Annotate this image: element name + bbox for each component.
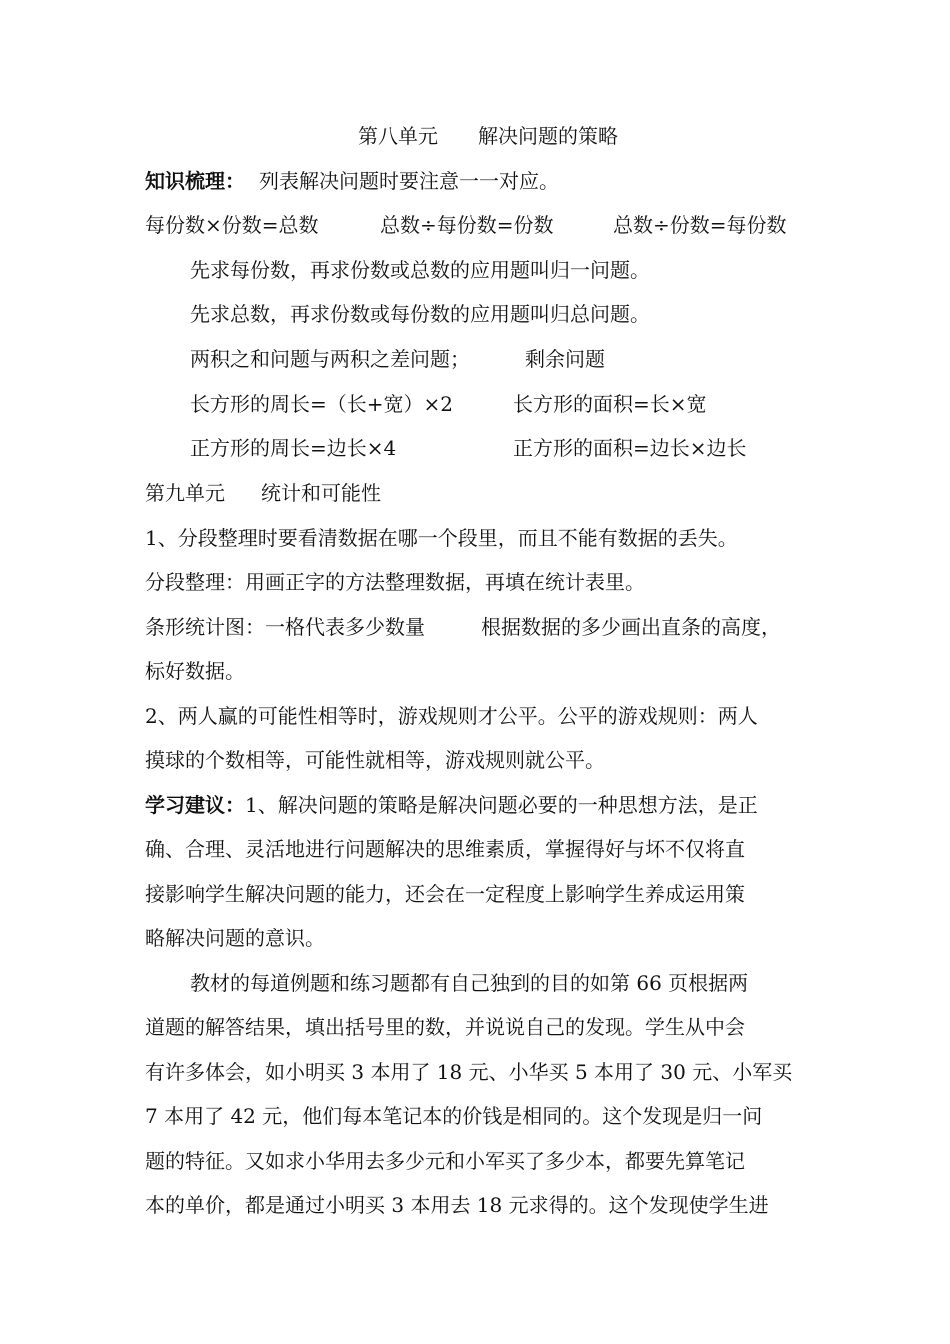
advice-line-1: [145, 790, 810, 820]
guizong-definition: 先求总数，再求份数或每份数的应用题叫归总问题。: [190, 302, 650, 326]
knowledge-line: [145, 166, 810, 196]
knowledge-label: 知识梳理：: [145, 169, 245, 193]
knowledge-text: 列表解决问题时要注意一一对应。: [259, 169, 559, 193]
unit8-title-topic: 解决问题的策略: [478, 124, 618, 148]
unit9-paragraph-2: 分段整理：用画正字的方法整理数据，再填在统计表里。: [145, 570, 645, 594]
advice-line-2: 确、合理、灵活地进行问题解决的思维素质，掌握得好与坏不仅将直: [145, 837, 745, 861]
rect-perimeter: 长方形的周长=（长+宽）×2: [190, 392, 453, 416]
unit8-title: [358, 121, 618, 151]
unit9-paragraph-1: 1、分段整理时要看清数据在哪一个段里，而且不能有数据的丢失。: [145, 526, 738, 550]
formula-2: 总数÷每份数=份数: [380, 213, 554, 237]
unit9-title: [145, 478, 381, 508]
unit8-title-number: 第八单元: [358, 124, 438, 148]
textbook-line-4: 7 本用了 42 元，他们每本笔记本的价钱是相同的。这个发现是归一问: [145, 1104, 763, 1128]
unit9-title-topic: 统计和可能性: [261, 481, 381, 505]
textbook-line-3: 有许多体会，如小明买 3 本用了 18 元、小华买 5 本用了 30 元、小军买: [145, 1060, 793, 1084]
unit9-title-number: 第九单元: [145, 481, 225, 505]
square-perimeter: 正方形的周长=边长×4: [190, 436, 397, 460]
formula-3: 总数÷份数=每份数: [613, 213, 787, 237]
guiyi-definition: 先求每份数，再求份数或总数的应用题叫归一问题。: [190, 258, 650, 282]
textbook-line-1: 教材的每道例题和练习题都有自己独到的目的如第 66 页根据两: [190, 971, 749, 995]
rect-area: 长方形的面积=长×宽: [513, 392, 707, 416]
advice-text-1: 1、解决问题的策略是解决问题必要的一种思想方法，是正: [245, 793, 758, 817]
textbook-line-6: 本的单价，都是通过小明买 3 本用去 18 元求得的。这个发现使学生进: [145, 1193, 769, 1217]
fairness-line-1: 2、两人赢的可能性相等时，游戏规则才公平。公平的游戏规则：两人: [145, 704, 758, 728]
formula-1: 每份数×份数=总数: [145, 213, 319, 237]
advice-label: 学习建议：: [145, 793, 245, 817]
advice-line-4: 略解决问题的意识。: [145, 926, 325, 950]
remainder-problem: 剩余问题: [525, 347, 605, 371]
fairness-line-2: 摸球的个数相等，可能性就相等，游戏规则就公平。: [145, 748, 605, 772]
jiche-problem: 两积之和问题与两积之差问题；: [190, 347, 470, 371]
square-area: 正方形的面积=边长×边长: [513, 436, 747, 460]
bar-chart-line-2: 标好数据。: [145, 659, 245, 683]
textbook-line-2: 道题的解答结果，填出括号里的数，并说说自己的发现。学生从中会: [145, 1015, 745, 1039]
bar-chart-line-1b: 根据数据的多少画出直条的高度，: [481, 615, 781, 639]
bar-chart-line-1a: 条形统计图：一格代表多少数量: [145, 615, 425, 639]
advice-line-3: 接影响学生解决问题的能力，还会在一定程度上影响学生养成运用策: [145, 882, 745, 906]
textbook-line-5: 题的特征。又如求小华用去多少元和小军买了多少本，都要先算笔记: [145, 1149, 745, 1173]
